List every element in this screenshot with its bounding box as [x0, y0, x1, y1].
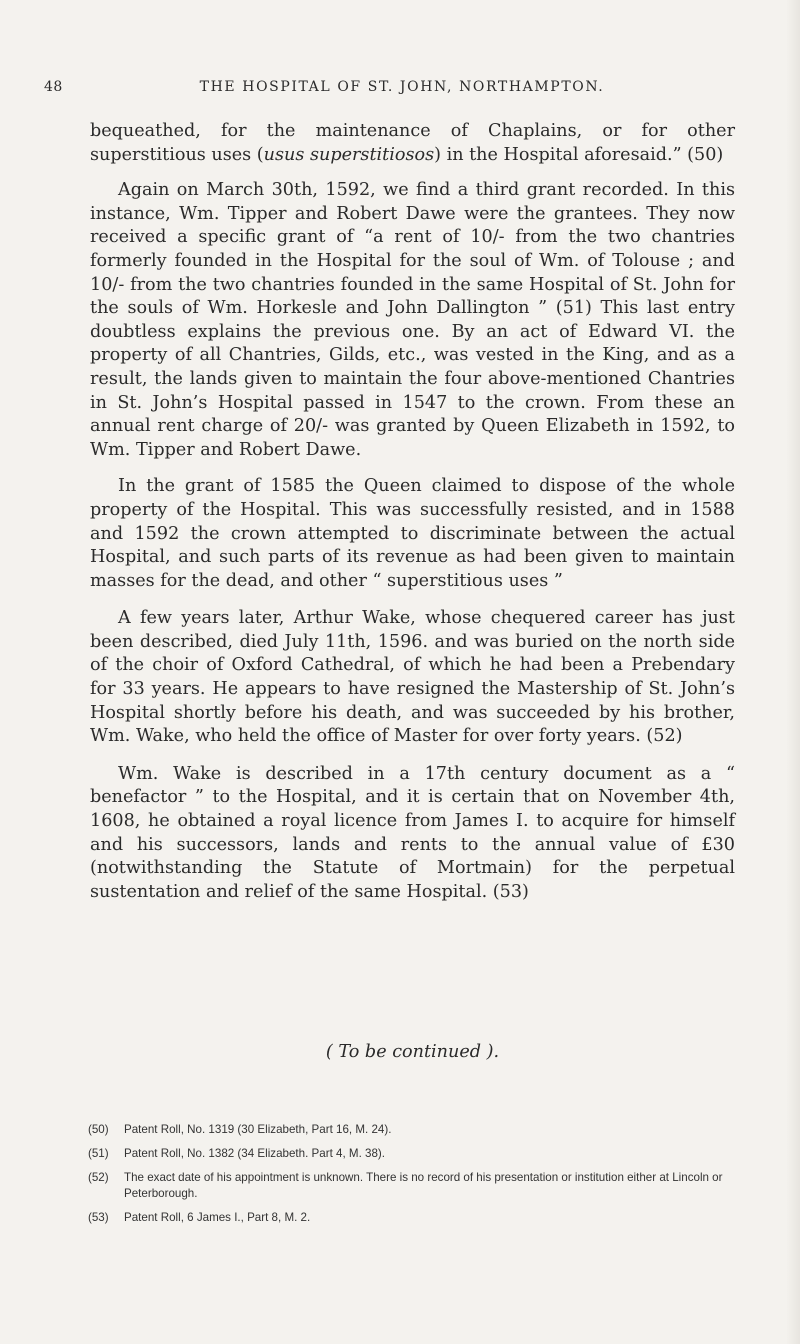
- footnote-number: (51): [88, 1147, 109, 1160]
- page-number: 48: [44, 79, 63, 95]
- footnote: [88, 1122, 738, 1138]
- paragraph-4: A few years later, Arthur Wake, whose chequered career has just been described, died July 11th, 1596. and was buried on the north side of the choir of Oxford Cathedral, of which he had been a Prebendary for 33 years. He appears to have resigned the Mastership of St. John’s Hospital shortly before his death, and was succeeded by his brother, Wm. Wake, who held the office of Master for over forty years. (52): [90, 608, 735, 747]
- footnote-number: (52): [88, 1171, 109, 1184]
- paragraph-1: [90, 120, 735, 167]
- footnote-text: The exact date of his appointment is unknown. There is no record of his presentation or institution either at Lincoln or Peterborough.: [124, 1171, 723, 1200]
- footnote-number: (50): [88, 1123, 109, 1136]
- footnote-text: Patent Roll, 6 James I., Part 8, M. 2.: [124, 1211, 311, 1224]
- running-head: [44, 79, 760, 103]
- paragraph-1-text-a: bequeathed, for the maintenance of Chaplains, or for other superstitious uses (: [90, 121, 735, 165]
- paper-edge: [786, 0, 800, 1344]
- footnote-text: Patent Roll, No. 1319 (30 Elizabeth, Part 16, M. 24).: [124, 1123, 392, 1136]
- footnote-number: (53): [88, 1211, 109, 1224]
- paragraph-1-text-b: ) in the Hospital aforesaid.” (50): [434, 144, 724, 165]
- paragraph-3: In the grant of 1585 the Queen claimed to dispose of the whole property of the Hospital. This was successfully resisted, and in 1588 and 1592 the crown attempted to discriminate between the actual Hospital, and such parts of its revenue as had been given to maintain masses for the dead, and other “ superstitious uses ”: [90, 476, 735, 591]
- footnote: [88, 1210, 738, 1226]
- paragraph-1-latin-phrase: usus superstitiosos: [263, 144, 435, 165]
- paragraph-5: Wm. Wake is described in a 17th century document as a “ benefactor ” to the Hospital, and it is certain that on November 4th, 1608, he obtained a royal licence from James I. to acquire for himself and his successors, lands and rents to the annual value of £30 (notwithstanding the Statute of Mortmain) for the perpetual sustentation and relief of the same Hospital. (53): [90, 763, 735, 902]
- paragraph-2: Again on March 30th, 1592, we find a third grant recorded. In this instance, Wm. Tipper and Robert Dawe were the grantees. They now received a specific grant of “a rent of 10/- from the two chantries formerly founded in the Hospital for the soul of Wm. of Tolouse ; and 10/- from the two chantries founded in the same Hospital of St. John for the souls of Wm. Horkesle and John Dallington ” (51) This last entry doubtless explains the previous one. By an act of Edward VI. the property of all Chantries, Gilds, etc., was vested in the King, and as a result, the lands given to maintain the four above-mentioned Chantries in St. John’s Hospital passed in 1547 to the crown. From these an annual rent charge of 20/- was granted by Queen Elizabeth in 1592, to Wm. Tipper and Robert Dawe.: [90, 180, 735, 460]
- footnote: [88, 1170, 738, 1202]
- running-title: THE HOSPITAL OF ST. JOHN, NORTHAMPTON.: [199, 79, 605, 95]
- footnote: [88, 1146, 738, 1162]
- to-be-continued: ( To be continued ).: [325, 1042, 500, 1062]
- footnotes: [88, 1122, 738, 1234]
- footnote-text: Patent Roll, No. 1382 (34 Elizabeth. Part 4, M. 38).: [124, 1147, 385, 1160]
- body-text: [90, 120, 735, 918]
